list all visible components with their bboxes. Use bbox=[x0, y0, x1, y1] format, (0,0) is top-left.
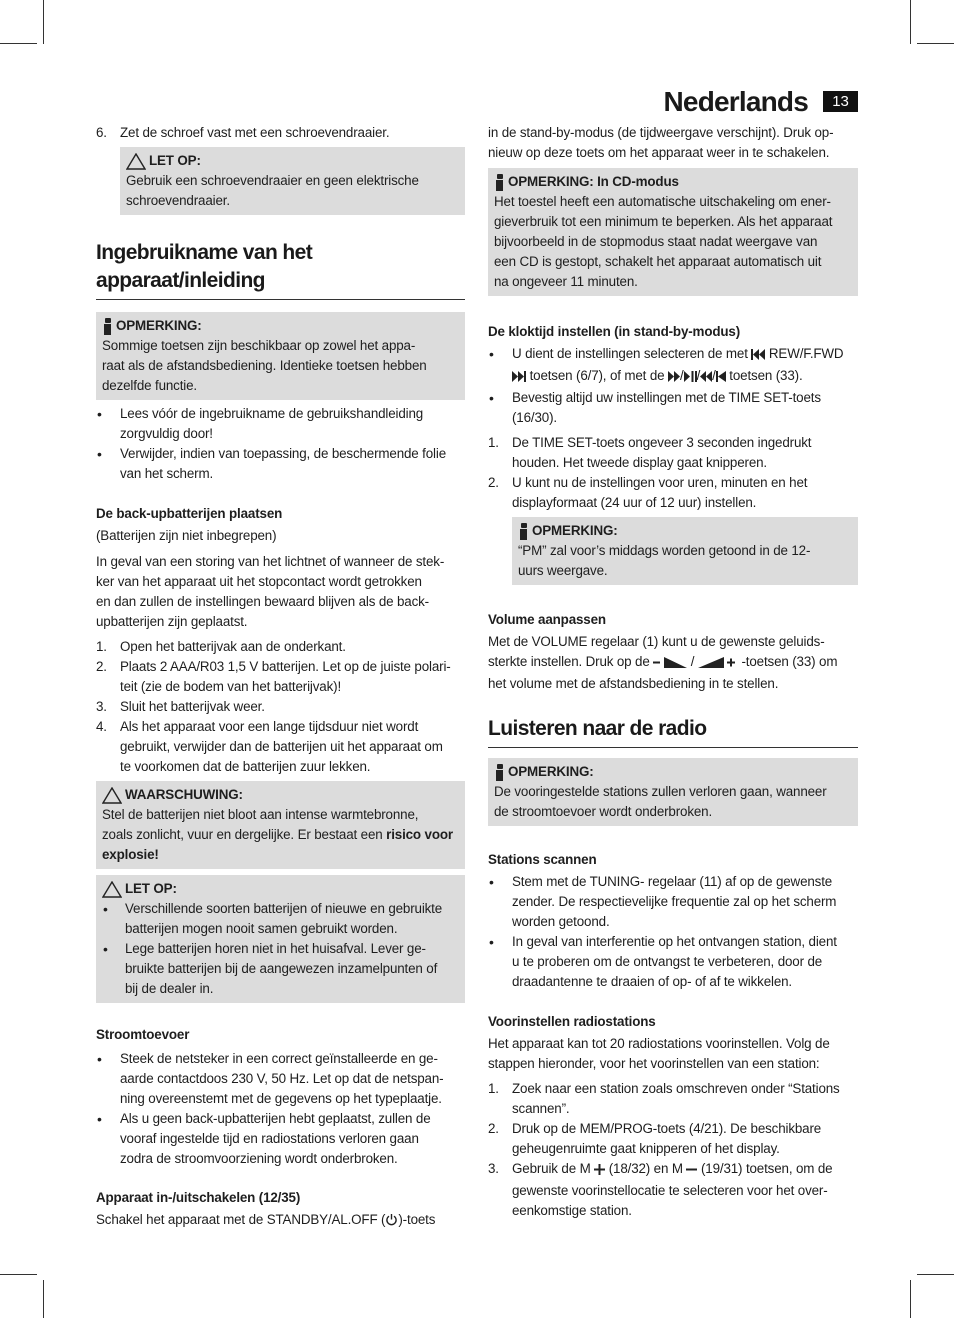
crop-mark bbox=[917, 43, 954, 44]
subheading: Apparaat in-/uitschakelen (12/35) bbox=[96, 1190, 301, 1205]
page-language-title: Nederlands bbox=[663, 86, 808, 117]
step: 2. U kunt nu de instellingen voor uren, minuten en het displayformaat (24 uur of 12 uur) instellen. bbox=[488, 475, 808, 510]
note-box: OPMERKING: De vooringestelde stations zullen verloren gaan, wanneer de stroomtoevoer wordt onderbroken. bbox=[488, 758, 858, 826]
step: 1. De TIME SET-toets ongeveer 3 seconden ingedrukt houden. Het tweede display gaat knipperen. bbox=[488, 435, 812, 470]
list-item: • In geval van interferentie op het ontvangen station, dient u te proberen om de ontvangst te verbeteren, door de draadantenne te draaien of op- of af te wikkelen. bbox=[489, 934, 837, 989]
caution-box: LET OP: • Verschillende soorten batterijen of nieuwe en gebruikte batterijen mogen nooit samen gebruikt worden. • Lege batterijen horen niet in het huisafval. Lever ge- bruikte batterijen bij de aangewezen inzamelpunten of bij de dealer in. bbox=[96, 875, 465, 1003]
info-icon bbox=[494, 174, 504, 191]
note-box: OPMERKING: “PM” zal voor’s middags worden getoond in de 12- uurs weergave. bbox=[512, 517, 858, 585]
skip-forward-icon bbox=[512, 368, 526, 388]
rewind-icon bbox=[700, 368, 712, 388]
section-heading: Ingebruikname van het apparaat/inleiding bbox=[96, 239, 465, 300]
power-icon bbox=[385, 1212, 398, 1232]
warning-icon bbox=[102, 787, 122, 804]
warning-box: WAARSCHUWING: Stel de batterijen niet bloot aan intense warmtebronne, zoals zonlicht, vuur en dergelijke. Er bestaat een risico voor explosie! bbox=[96, 781, 465, 869]
crop-mark bbox=[43, 0, 44, 44]
subheading: Volume aanpassen bbox=[488, 612, 606, 627]
paragraph: Het apparaat kan tot 20 radiostations voorinstellen. Volg de stappen hieronder, voor het voorinstellen van een station: bbox=[488, 1036, 830, 1071]
right-column bbox=[488, 123, 858, 1221]
warning-icon bbox=[102, 881, 122, 898]
crop-mark bbox=[917, 1274, 954, 1275]
crop-mark bbox=[910, 0, 911, 44]
crop-mark bbox=[43, 1280, 44, 1318]
plus-icon bbox=[594, 1161, 605, 1181]
step: 1. Zoek naar een station zoals omschreven onder “Stations scannen”. bbox=[488, 1081, 840, 1116]
section-heading: Luisteren naar de radio bbox=[488, 715, 858, 748]
play-pause-icon bbox=[684, 368, 697, 388]
note-box: OPMERKING: In CD-modus Het toestel heeft een automatische uitschakeling om ener- gieverbruik tot een minimum te beperken. Als het apparaat bijvoorbeeld in de stopmodus staat nadat weergave van een CD is gestopt, schakelt het apparaat automatisch uit na ongeveer 11 minuten. bbox=[488, 168, 858, 296]
list-item: • Stem met de TUNING- regelaar (11) af op de gewenste zender. De respectievelijke frequentie zal op het scherm worden getoond. bbox=[489, 874, 837, 929]
minus-icon bbox=[686, 1161, 697, 1181]
previous-icon bbox=[716, 368, 726, 388]
step-6: 6. Zet de schroef vast met een schroevendraaier. bbox=[96, 125, 390, 140]
subheading: Stroomtoevoer bbox=[96, 1027, 190, 1042]
paragraph: in de stand-by-modus (de tijdweergave verschijnt). Druk op- nieuw op deze toets om het apparaat weer in te schakelen. bbox=[488, 125, 834, 160]
paragraph: Met de VOLUME regelaar (1) kunt u de gewenste geluids- sterkte instellen. Druk op de / -toetsen (33) om het volume met de afstandsbediening in te stellen. bbox=[488, 634, 838, 691]
skip-back-icon bbox=[751, 346, 765, 366]
page-number: 13 bbox=[823, 91, 858, 112]
caution-box: LET OP: Gebruik een schroevendraaier en geen elektrische schroevendraaier. bbox=[120, 147, 465, 215]
note-box: OPMERKING: Sommige toetsen zijn beschikbaar op zowel het appa- raat als de afstandsbediening. Identieke toetsen hebben dezelfde functie. bbox=[96, 312, 465, 400]
crop-mark bbox=[910, 1280, 911, 1318]
volume-up-icon bbox=[698, 654, 738, 674]
info-icon bbox=[102, 318, 112, 335]
paragraph: (Batterijen zijn niet inbegrepen) bbox=[96, 528, 277, 543]
list-item: • U dient de instellingen selecteren de met REW/F.FWD toetsen (6/7), of met de / / / toetsen (33). bbox=[488, 344, 858, 388]
info-icon bbox=[518, 523, 528, 540]
fast-forward-icon bbox=[668, 368, 680, 388]
left-column bbox=[96, 123, 465, 1232]
subheading: De kloktijd instellen (in stand-by-modus) bbox=[488, 324, 741, 339]
step: 2. Druk op de MEM/PROG-toets (4/21). De beschikbare geheugenruimte gaat knipperen of het display. bbox=[488, 1121, 822, 1156]
list-item: • Lege batterijen horen niet in het huisafval. Lever ge- bruikte batterijen bij de aangewezen inzamelpunten of bij de dealer in. bbox=[103, 941, 438, 996]
list-item: • Verschillende soorten batterijen of nieuwe en gebruikte batterijen mogen nooit samen gebruikt worden. bbox=[103, 901, 443, 936]
step: 4. Als het apparaat voor een lange tijdsduur niet wordt gebruikt, verwijder dan de batterijen uit het apparaat om te voorkomen dat de batterijen zuur lekken. bbox=[96, 719, 443, 774]
step: 2. Plaats 2 AAA/R03 1,5 V batterijen. Let op de juiste polari- teit (zie de bodem van het batterijvak)! bbox=[96, 659, 451, 694]
list-item: • Bevestig altijd uw instellingen met de TIME SET-toets (16/30). bbox=[489, 390, 821, 425]
list-item: • Als u geen back-upbatterijen hebt geplaatst, zullen de vooraf ingestelde tijd en radiostations verloren gaan zodra de stroomvoorziening wordt onderbroken. bbox=[97, 1111, 431, 1166]
list-item: • Lees vóór de ingebruikname de gebruikshandleiding zorgvuldig door! bbox=[97, 406, 424, 441]
list-item: • Verwijder, indien van toepassing, de beschermende folie van het scherm. bbox=[97, 446, 446, 481]
paragraph: Schakel het apparaat met de STANDBY/AL.OFF ( )-toets bbox=[96, 1210, 465, 1232]
list-item: • Steek de netsteker in een correct geïnstalleerde en ge- aarde contactdoos 230 V, 50 Hz. Let op dat de netspan- ning overeenstemt met de gegevens op het typeplaatje. bbox=[97, 1051, 444, 1106]
subheading: Stations scannen bbox=[488, 852, 597, 867]
step: 1. Open het batterijvak aan de onderkant. bbox=[96, 639, 346, 654]
subheading: Voorinstellen radiostations bbox=[488, 1014, 656, 1029]
step: 3. Sluit het batterijvak weer. bbox=[96, 699, 265, 714]
subheading: De back-upbatterijen plaatsen bbox=[96, 506, 283, 521]
step: 3. Gebruik de M (18/32) en M (19/31) toetsen, om de gewenste voorinstellocatie te selecteren voor het over- eenkomstige station. bbox=[488, 1161, 833, 1218]
crop-mark bbox=[0, 1274, 37, 1275]
crop-mark bbox=[0, 43, 37, 44]
volume-down-icon bbox=[653, 654, 687, 674]
warning-icon bbox=[126, 153, 146, 170]
paragraph: In geval van een storing van het lichtnet of wanneer de stek- ker van het apparaat uit het stopcontact wordt getrokken en dan zullen de instellingen bewaard blijven als de back- upbatterijen zijn geplaatst. bbox=[96, 554, 445, 629]
info-icon bbox=[494, 764, 504, 781]
